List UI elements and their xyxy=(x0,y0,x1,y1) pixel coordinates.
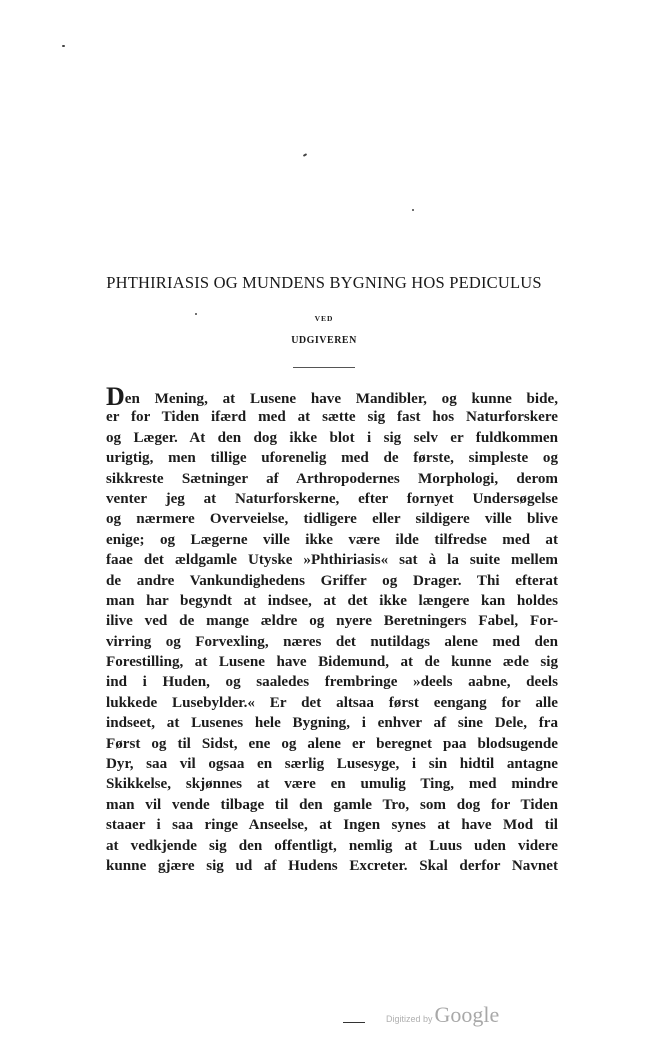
text-line: ilive ved de mange ældre og nyere Beretningers Fabel, For- xyxy=(106,613,558,630)
text-line: de andre Vankundighedens Griffer og Drager. Thi efterat xyxy=(106,572,558,589)
text-line: Den Mening, at Lusene have Mandibler, og kunne bide, xyxy=(106,387,558,407)
scan-speck xyxy=(303,153,307,157)
text-line: staaer i saa ringe Anseelse, at Ingen synes at have Mod til xyxy=(106,817,558,834)
body-paragraph xyxy=(106,387,558,876)
text-line: kunne gjære sig ud af Hudens Excreter. Skal derfor Navnet xyxy=(106,857,558,874)
text-line: og nærmere Overveielse, tidligere eller sildigere ville blive xyxy=(106,511,558,528)
text-line: virring og Forvexling, næres det nutildags alene med den xyxy=(106,633,558,650)
drop-cap: D xyxy=(106,387,125,408)
text-line: sikkreste Sætninger af Arthropodernes Morphologi, derom xyxy=(106,470,558,487)
text-line: lukkede Lusebylder.« Er det altsaa først eengang for alle xyxy=(106,694,558,711)
author-name: UDGIVEREN xyxy=(291,335,357,346)
scan-speck xyxy=(412,209,414,211)
text-line: at vedkjende sig den offentligt, nemlig at Luus uden videre xyxy=(106,837,558,854)
text-line: og Læger. At den dog ikke blot i sig selv er fuldkommen xyxy=(106,429,558,446)
text-line: er for Tiden ifærd med at sætte sig fast hos Naturforskere xyxy=(106,409,558,426)
scan-speck xyxy=(62,45,65,47)
text-line: faae det ældgamle Utyske »Phthiriasis« sat à la suite mellem xyxy=(106,552,558,569)
text-line: venter jeg at Naturforskerne, efter fornyet Undersøgelse xyxy=(106,490,558,507)
text-line: man vil vende tilbage til den gamle Tro, som dog for Tiden xyxy=(106,796,558,813)
text-line: indseet, at Lusenes hele Bygning, i enhver af sine Dele, fra xyxy=(106,715,558,732)
article-title: PHTHIRIASIS OG MUNDENS BYGNING HOS PEDICULUS xyxy=(106,273,542,292)
text-line: Dyr, saa vil ogsaa en særlig Lusesyge, i sin hidtil antagne xyxy=(106,756,558,773)
digitized-watermark xyxy=(386,1002,499,1032)
byline-prefix: VED xyxy=(314,314,334,323)
watermark-caption: Digitized by xyxy=(386,1014,433,1024)
page-foot-dash xyxy=(343,1022,365,1023)
text-line: ind i Huden, og saaledes frembringe »deels aabne, deels xyxy=(106,674,558,691)
text-line: Skikkelse, skjønnes at være en umulig Ting, med mindre xyxy=(106,776,558,793)
text-line: Forestilling, at Lusene have Bidemund, at de kunne æde sig xyxy=(106,654,558,671)
text-line: man har begyndt at indsee, at det ikke længere kan holdes xyxy=(106,592,558,609)
text-line: enige; og Lægerne ville ikke være ilde tilfredse med at xyxy=(106,531,558,548)
text-line: urigtig, men tillige uforenelig med de første, simpleste og xyxy=(106,450,558,467)
text-line: Først og til Sidst, ene og alene er beregnet paa blodsugende xyxy=(106,735,558,752)
google-logo: Google xyxy=(434,1002,500,1027)
title-divider xyxy=(293,367,355,368)
